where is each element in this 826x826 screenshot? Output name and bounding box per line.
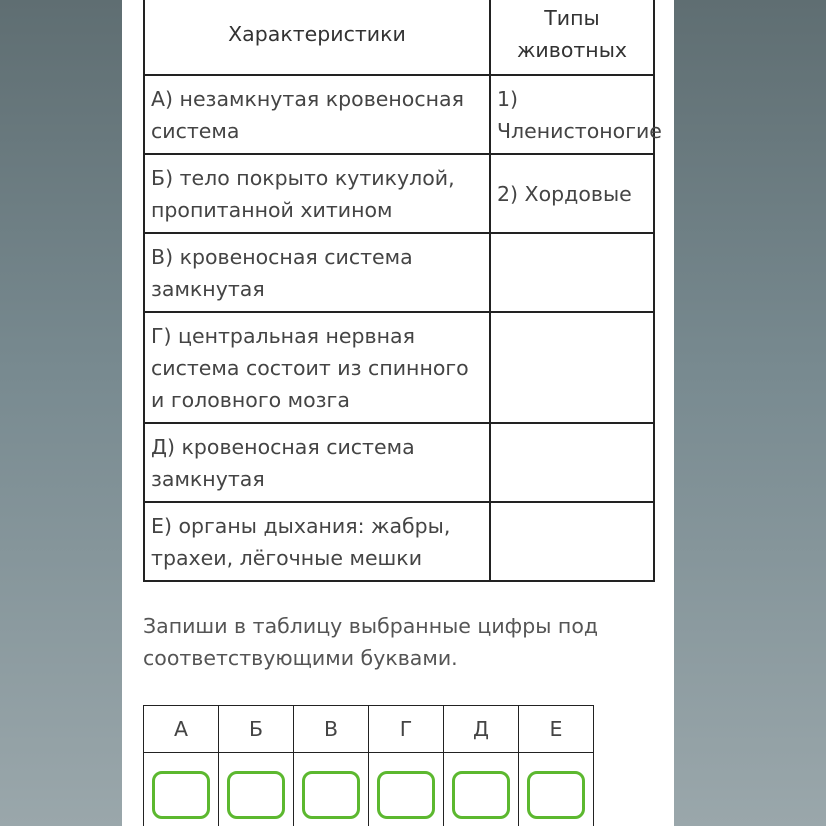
table-row bbox=[144, 502, 654, 581]
characteristic-cell: Е) органы дыхания: жабры, трахеи, лёгочные мешки bbox=[144, 502, 490, 581]
answer-letters-row bbox=[144, 706, 594, 753]
answer-input-v[interactable] bbox=[302, 771, 360, 819]
table-header-row bbox=[144, 0, 654, 75]
answer-cell bbox=[144, 753, 219, 826]
answer-cell bbox=[444, 753, 519, 826]
header-animal-types: Типы животных bbox=[490, 0, 654, 75]
answer-letter-e: Е bbox=[519, 706, 594, 753]
animal-type-cell bbox=[490, 312, 654, 423]
instruction-text: Запиши в таблицу выбранные цифры под соответствующими буквами. bbox=[143, 614, 599, 670]
answer-input-d[interactable] bbox=[452, 771, 510, 819]
answer-letter-d: Д bbox=[444, 706, 519, 753]
table-row bbox=[144, 423, 654, 502]
table-row bbox=[144, 233, 654, 312]
animal-type-cell bbox=[490, 233, 654, 312]
table-row bbox=[144, 312, 654, 423]
answer-cell bbox=[294, 753, 369, 826]
characteristic-cell: Г) центральная нервная система состоит из спинного и головного мозга bbox=[144, 312, 490, 423]
answer-input-e[interactable] bbox=[527, 771, 585, 819]
answer-cell bbox=[519, 753, 594, 826]
answer-cell bbox=[219, 753, 294, 826]
answer-letter-a: А bbox=[144, 706, 219, 753]
answer-letter-v: В bbox=[294, 706, 369, 753]
characteristic-cell: А) незамкнутая кровеносная система bbox=[144, 75, 490, 154]
answer-input-g[interactable] bbox=[377, 771, 435, 819]
animal-type-cell: 1) Членистоногие bbox=[490, 75, 654, 154]
answer-input-b[interactable] bbox=[227, 771, 285, 819]
task-card bbox=[122, 0, 674, 826]
animal-type-cell: 2) Хордовые bbox=[490, 154, 654, 233]
answer-letter-g: Г bbox=[369, 706, 444, 753]
characteristic-cell: Б) тело покрыто кутикулой, пропитанной хитином bbox=[144, 154, 490, 233]
header-characteristics: Характеристики bbox=[144, 0, 490, 75]
characteristic-cell: В) кровеносная система замкнутая bbox=[144, 233, 490, 312]
answer-inputs-row bbox=[144, 753, 594, 826]
answer-input-a[interactable] bbox=[152, 771, 210, 819]
characteristic-cell: Д) кровеносная система замкнутая bbox=[144, 423, 490, 502]
animal-type-cell bbox=[490, 423, 654, 502]
answer-letter-b: Б bbox=[219, 706, 294, 753]
table-row bbox=[144, 154, 654, 233]
animal-type-cell bbox=[490, 502, 654, 581]
table-row bbox=[144, 75, 654, 154]
answer-table bbox=[143, 705, 594, 826]
answer-cell bbox=[369, 753, 444, 826]
matching-table bbox=[143, 0, 662, 582]
